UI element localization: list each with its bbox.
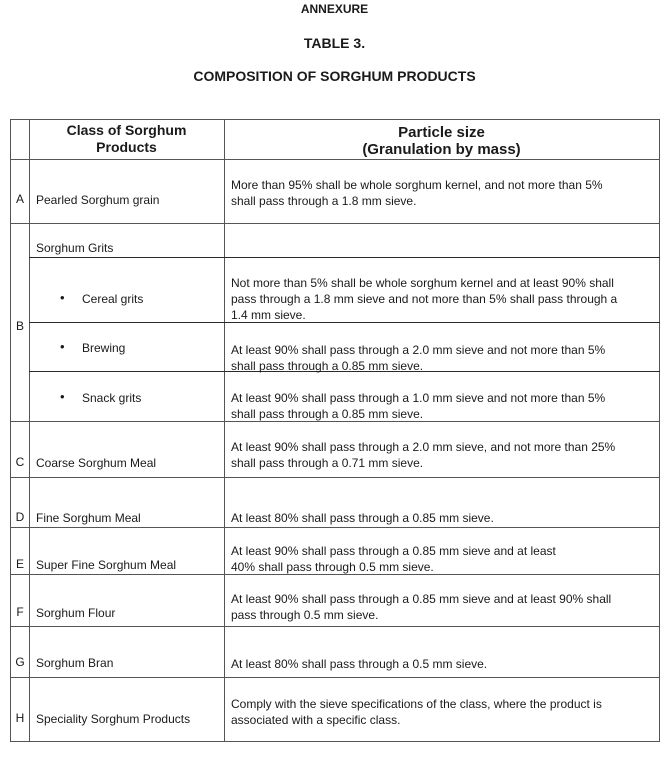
product-pearled-sorghum-grain: Pearled Sorghum grain [36, 193, 160, 207]
annexure-label: ANNEXURE [300, 2, 369, 16]
product-snack-grits: Snack grits [82, 391, 142, 405]
product-sorghum-flour: Sorghum Flour [36, 606, 116, 620]
spec-h-line2: associated with a specific class. [231, 713, 401, 727]
spec-e-line1: At least 90% shall pass through a 0.85 mm sieve and at least [231, 544, 556, 558]
grid-line-middle [224, 119, 225, 742]
spec-c-line2: shall pass through a 0.71 mm sieve. [231, 456, 424, 470]
grid-line-d [10, 527, 660, 528]
spec-b-cereal [231, 275, 617, 323]
grid-line-head-bottom [10, 159, 660, 160]
row-letter-g: G [15, 655, 25, 669]
spec-b-brewing-line1: At least 90% shall pass through a 2.0 mm sieve and not more than 5% [231, 343, 606, 357]
grid-line-top [10, 119, 660, 120]
grid-line-letter [29, 119, 30, 742]
grid-line-c [10, 477, 660, 478]
product-group-sorghum-grits: Sorghum Grits [36, 241, 114, 255]
grid-line-a [10, 223, 660, 224]
table-number: TABLE 3. [303, 35, 366, 51]
spec-g-line1: At least 80% shall pass through a 0.5 mm sieve. [231, 657, 488, 671]
product-coarse-sorghum-meal: Coarse Sorghum Meal [36, 456, 157, 470]
grid-line-b1 [29, 257, 660, 258]
bullet-icon: • [60, 389, 65, 404]
spec-e [231, 543, 556, 575]
grid-line-f [10, 626, 660, 627]
product-cereal-grits: Cereal grits [82, 292, 144, 306]
spec-a-line2: shall pass through a 1.8 mm sieve. [231, 194, 417, 208]
spec-g [231, 656, 487, 672]
spec-b-snack [231, 390, 605, 422]
spec-a [231, 177, 603, 209]
spec-a-line1: More than 95% shall be whole sorghum kernel, and not more than 5% [231, 178, 603, 192]
row-letter-b: B [15, 319, 24, 333]
spec-c-line1: At least 90% shall pass through a 2.0 mm sieve, and not more than 25% [231, 440, 616, 454]
spec-h [231, 696, 602, 728]
spec-b-cereal-line2: pass through a 1.8 mm sieve and not more than 5% shall pass through a [231, 292, 618, 306]
row-letter-e: E [15, 557, 24, 571]
grid-line-g [10, 677, 660, 678]
bullet-icon: • [60, 339, 65, 354]
spec-b-cereal-line3: 1.4 mm sieve. [231, 308, 306, 322]
row-letter-h: H [15, 711, 25, 725]
table-title: COMPOSITION OF SORGHUM PRODUCTS [193, 68, 476, 84]
row-letter-c: C [15, 455, 25, 469]
spec-f [231, 591, 611, 623]
column-header-size-line2: (Granulation by mass) [362, 141, 521, 158]
spec-h-line1: Comply with the sieve specifications of the class, where the product is [231, 697, 602, 711]
spec-d-line1: At least 80% shall pass through a 0.85 mm sieve. [231, 511, 494, 525]
column-header-class-line1: Class of Sorghum [66, 122, 187, 138]
product-super-fine-sorghum-meal: Super Fine Sorghum Meal [36, 558, 177, 572]
spec-b-snack-line2: shall pass through a 0.85 mm sieve. [231, 407, 424, 421]
bullet-icon: • [60, 290, 65, 305]
row-letter-f: F [16, 605, 24, 619]
product-speciality-sorghum-products: Speciality Sorghum Products [36, 712, 191, 726]
column-header-class [29, 122, 224, 156]
spec-d [231, 510, 494, 526]
grid-line-left [10, 119, 11, 742]
column-header-class-line2: Products [96, 139, 157, 155]
spec-b-cereal-line1: Not more than 5% shall be whole sorghum kernel and at least 90% shall [231, 276, 614, 290]
spec-b-brewing [231, 342, 605, 374]
grid-line-right [659, 119, 660, 742]
product-brewing: Brewing [82, 341, 126, 355]
spec-b-brewing-line2: shall pass through a 0.85 mm sieve. [231, 359, 424, 373]
spec-e-line2: 40% shall pass through 0.5 mm sieve. [231, 560, 434, 574]
spec-c [231, 439, 615, 471]
row-letter-d: D [15, 510, 25, 524]
column-header-size [224, 124, 659, 158]
product-sorghum-bran: Sorghum Bran [36, 656, 114, 670]
column-header-size-line1: Particle size [398, 124, 485, 141]
spec-f-line1: At least 90% shall pass through a 0.85 mm sieve and at least 90% shall [231, 592, 612, 606]
product-fine-sorghum-meal: Fine Sorghum Meal [36, 511, 141, 525]
grid-line-bottom [10, 741, 660, 742]
spec-b-snack-line1: At least 90% shall pass through a 1.0 mm sieve and not more than 5% [231, 391, 606, 405]
spec-f-line2: pass through 0.5 mm sieve. [231, 608, 379, 622]
row-letter-a: A [15, 192, 24, 206]
